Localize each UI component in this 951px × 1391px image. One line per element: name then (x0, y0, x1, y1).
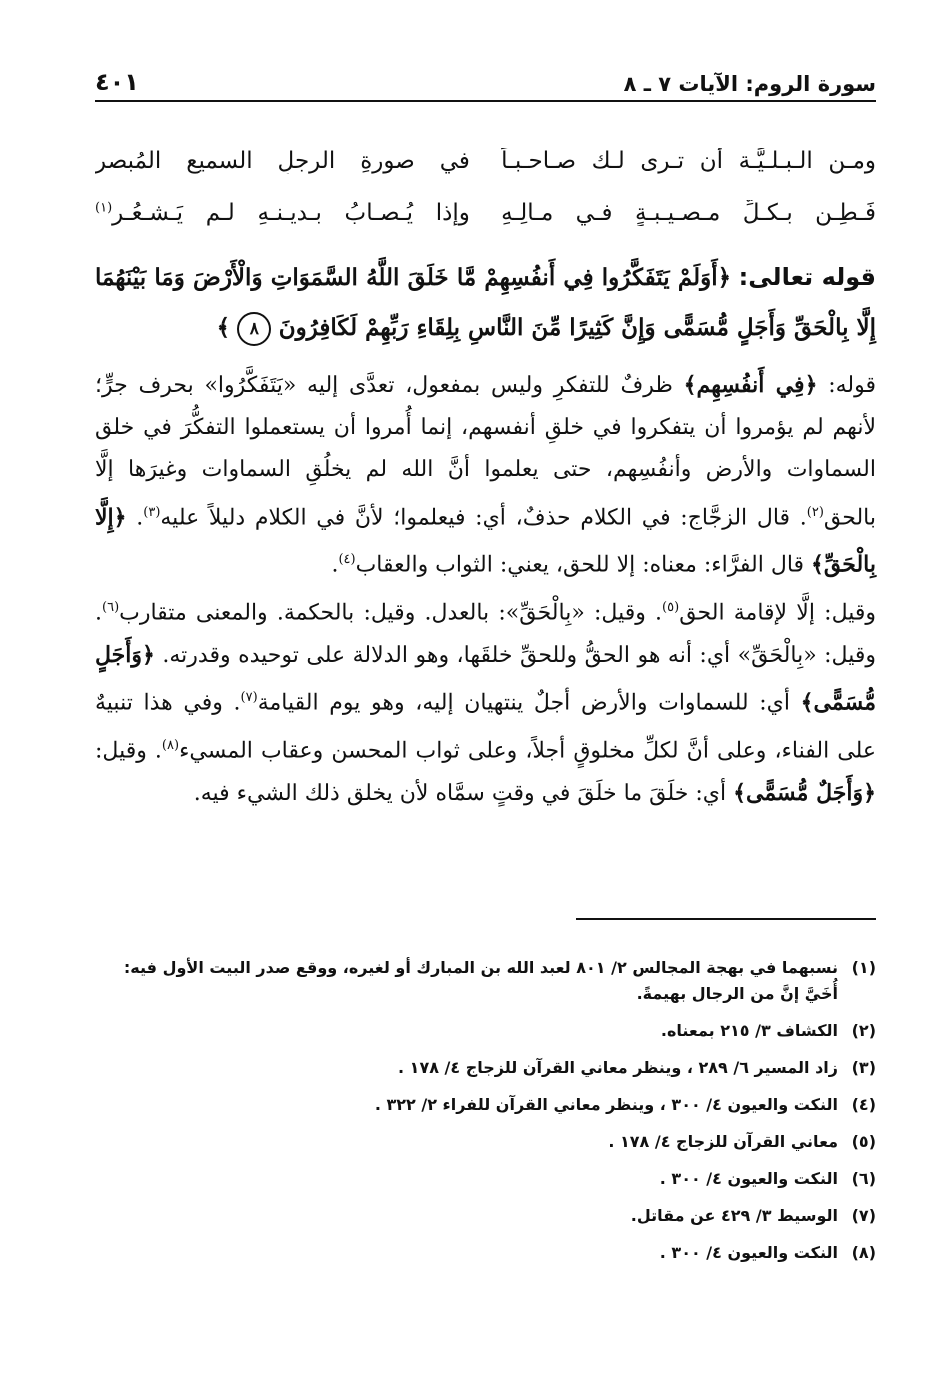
verse-second-hemistich: في صورةِ الرجلِ السميعِ المُبصرِ (95, 148, 470, 174)
footnote-number: (٧) (851, 1206, 876, 1225)
surah-title: سورة الروم: الآيات ٧ ـ ٨ (623, 72, 876, 96)
footnote-text: زاد المسير ٦/ ٢٨٩ ، وينظر معاني القرآن للزجاج ٤/ ١٧٨ . (398, 1058, 838, 1077)
text-run: أي: خلَقَ ما خلَقَ في وقتٍ سمَّاه لأن يخلق ذلك الشيء فيه. (193, 781, 734, 807)
footnote-text: النكت والعيون ٤/ ٣٠٠ . (659, 1169, 838, 1188)
text-run: . وقيل: «بِالْحَقِّ» أي: أنه هو الحقُّ وللحقِّ خلقَها، وهو الدلالة على توحيده وقدرته. (95, 600, 876, 669)
footnote-text: معاني القرآن للزجاج ٤/ ١٧٨ . (608, 1132, 838, 1151)
quote-run: ﴿وَأَجَلٍ مُّسَمًّى﴾ (95, 642, 877, 716)
text-run: قال الفرَّاء: معناه: إلا للحق، يعني: الثواب والعقاب (355, 552, 812, 578)
quote-run: ﴿إِلَّا بِالْحَقِّ﴾ (95, 503, 876, 578)
verse-second-hemistich (95, 200, 470, 226)
commentary (95, 364, 876, 816)
verse-line (95, 135, 876, 187)
footnote-number: (١) (851, 958, 876, 977)
quran-verse (95, 252, 876, 353)
commentary-paragraph (95, 364, 876, 587)
footnote-text: النكت والعيون ٤/ ٣٠٠ ، وينظر معاني القرآن للفراء ٢/ ٣٢٢ . (374, 1095, 838, 1114)
footnote (95, 1203, 876, 1229)
text-run: . وقيل: (95, 738, 162, 764)
footnote-ref: (٢) (806, 504, 824, 520)
running-head (95, 60, 876, 102)
text-run: ظرفٌ للتفكرِ وليس بمفعول، تعدَّى إليه «يَتَفَكَّرُوا» بحرف جرٍّ؛ لأنهم لم يؤمروا أن يتفكروا في خلقِ أنفسهم، إنما أُمروا أن يستعملوا التفكُّرَ في خلق السماوات والأرض وأنفُسِهم، حتى يعلموا أنَّ الله لم يخلُقِ السماوات وغيرَها إلَّا بالحق (95, 373, 876, 530)
text-run: . (331, 552, 339, 578)
footnote-number: (٢) (851, 1021, 876, 1040)
footnotes (95, 955, 876, 1277)
footnote (95, 1092, 876, 1118)
verse-line (95, 187, 876, 239)
verse-first-hemistich: ومـن الـبـلـيَّـة أن تـرى لـك صـاحـبـاً (501, 148, 876, 174)
footnote (95, 1166, 876, 1192)
footnote-number: (٤) (851, 1095, 876, 1114)
verse-lead: قوله تعالى: (738, 263, 877, 291)
text-run: . قال الزجَّاج: في الكلام حذفٌ، أي: فيعلموا؛ لأنَّ في الكلام دليلاً عليه (160, 504, 807, 530)
text-run: . (126, 504, 144, 530)
ayah-number-badge: ٨ (237, 312, 271, 346)
text-run: . وفي هذا تنبيهٌ على الفناء، وعلى أنَّ لكلِّ مخلوقٍ أجلاً، وعلى ثواب المحسن وعقاب المسيء (95, 690, 876, 764)
verse-first-hemistich: فَـطِـنٍ بـكـلِّ مـصـيـبـةٍ فـي مـالِـهِ (501, 200, 876, 226)
commentary-paragraph (95, 587, 876, 816)
footnote-ref: (٤) (338, 552, 356, 568)
footnote (95, 955, 876, 1007)
footnote-ref: (٥) (662, 599, 680, 615)
text-run: . وقيل: «بِالْحَقِّ»: بالعدل. وقيل: بالحكمة. والمعنى متقارب (119, 600, 663, 625)
footnote-text: النكت والعيون ٤/ ٣٠٠ . (659, 1243, 838, 1262)
quote-run: ﴿وَأَجَلٌ مُّسَمًّى﴾ (733, 780, 876, 807)
footnote-number: (٦) (851, 1169, 876, 1188)
page-number: ٤٠١ (95, 68, 139, 96)
footnote-ref: (٦) (102, 599, 120, 615)
footnote (95, 1018, 876, 1044)
footnote-text: الكشاف ٣/ ٢١٥ بمعناه. (660, 1021, 838, 1040)
verse-close-bracket: ﴾ (216, 314, 231, 341)
footnote-ref: (١) (95, 200, 113, 216)
footnote (95, 1240, 876, 1266)
footnote-ref: (٨) (161, 737, 180, 753)
text-run: أي: للسماوات والأرض أجلٌ ينتهيان إليه، وهو يوم القيامة (257, 690, 801, 716)
text-run: وقيل: إلَّا لإقامة الحق (679, 600, 877, 625)
text-run: قوله: (817, 373, 876, 398)
footnote-number: (٥) (851, 1132, 876, 1151)
footnote-number: (٣) (851, 1058, 876, 1077)
footnote-ref: (٣) (143, 504, 161, 520)
footnote-text: الوسيط ٣/ ٤٢٩ عن مقاتل. (630, 1206, 838, 1225)
footnote-text: نسبهما في بهجة المجالس ٢/ ٨٠١ لعبد الله بن المبارك أو لغيره، ووقع صدر البيت الأول فيه: أُخَيَّ إنَّ من الرجال بهيمةً. (123, 958, 838, 1003)
verse-text: ﴿أَوَلَمْ يَتَفَكَّرُوا فِي أَنفُسِهِمْ مَّا خَلَقَ اللَّهُ السَّمَوَاتِ وَالْأَرْضَ وَمَا بَيْنَهُمَا إِلَّا بِالْحَقِّ وَأَجَلٍ مُّسَمًّى وَإِنَّ كَثِيرًا مِّنَ النَّاسِ بِلِقَاءِ رَبِّهِمْ لَكَافِرُونَ (95, 264, 876, 341)
footnote (95, 1055, 876, 1081)
footnote (95, 1129, 876, 1155)
verse-text: وإذا يُـصـابُ بـديـنـهِ لـم يَـشـعُـرِ (112, 200, 470, 226)
footnote-divider (576, 918, 876, 920)
footnote-ref: (٧) (240, 690, 258, 706)
poem (95, 135, 876, 239)
quote-run: ﴿فِي أَنفُسِهِم﴾ (683, 372, 818, 398)
footnote-number: (٨) (851, 1243, 876, 1262)
